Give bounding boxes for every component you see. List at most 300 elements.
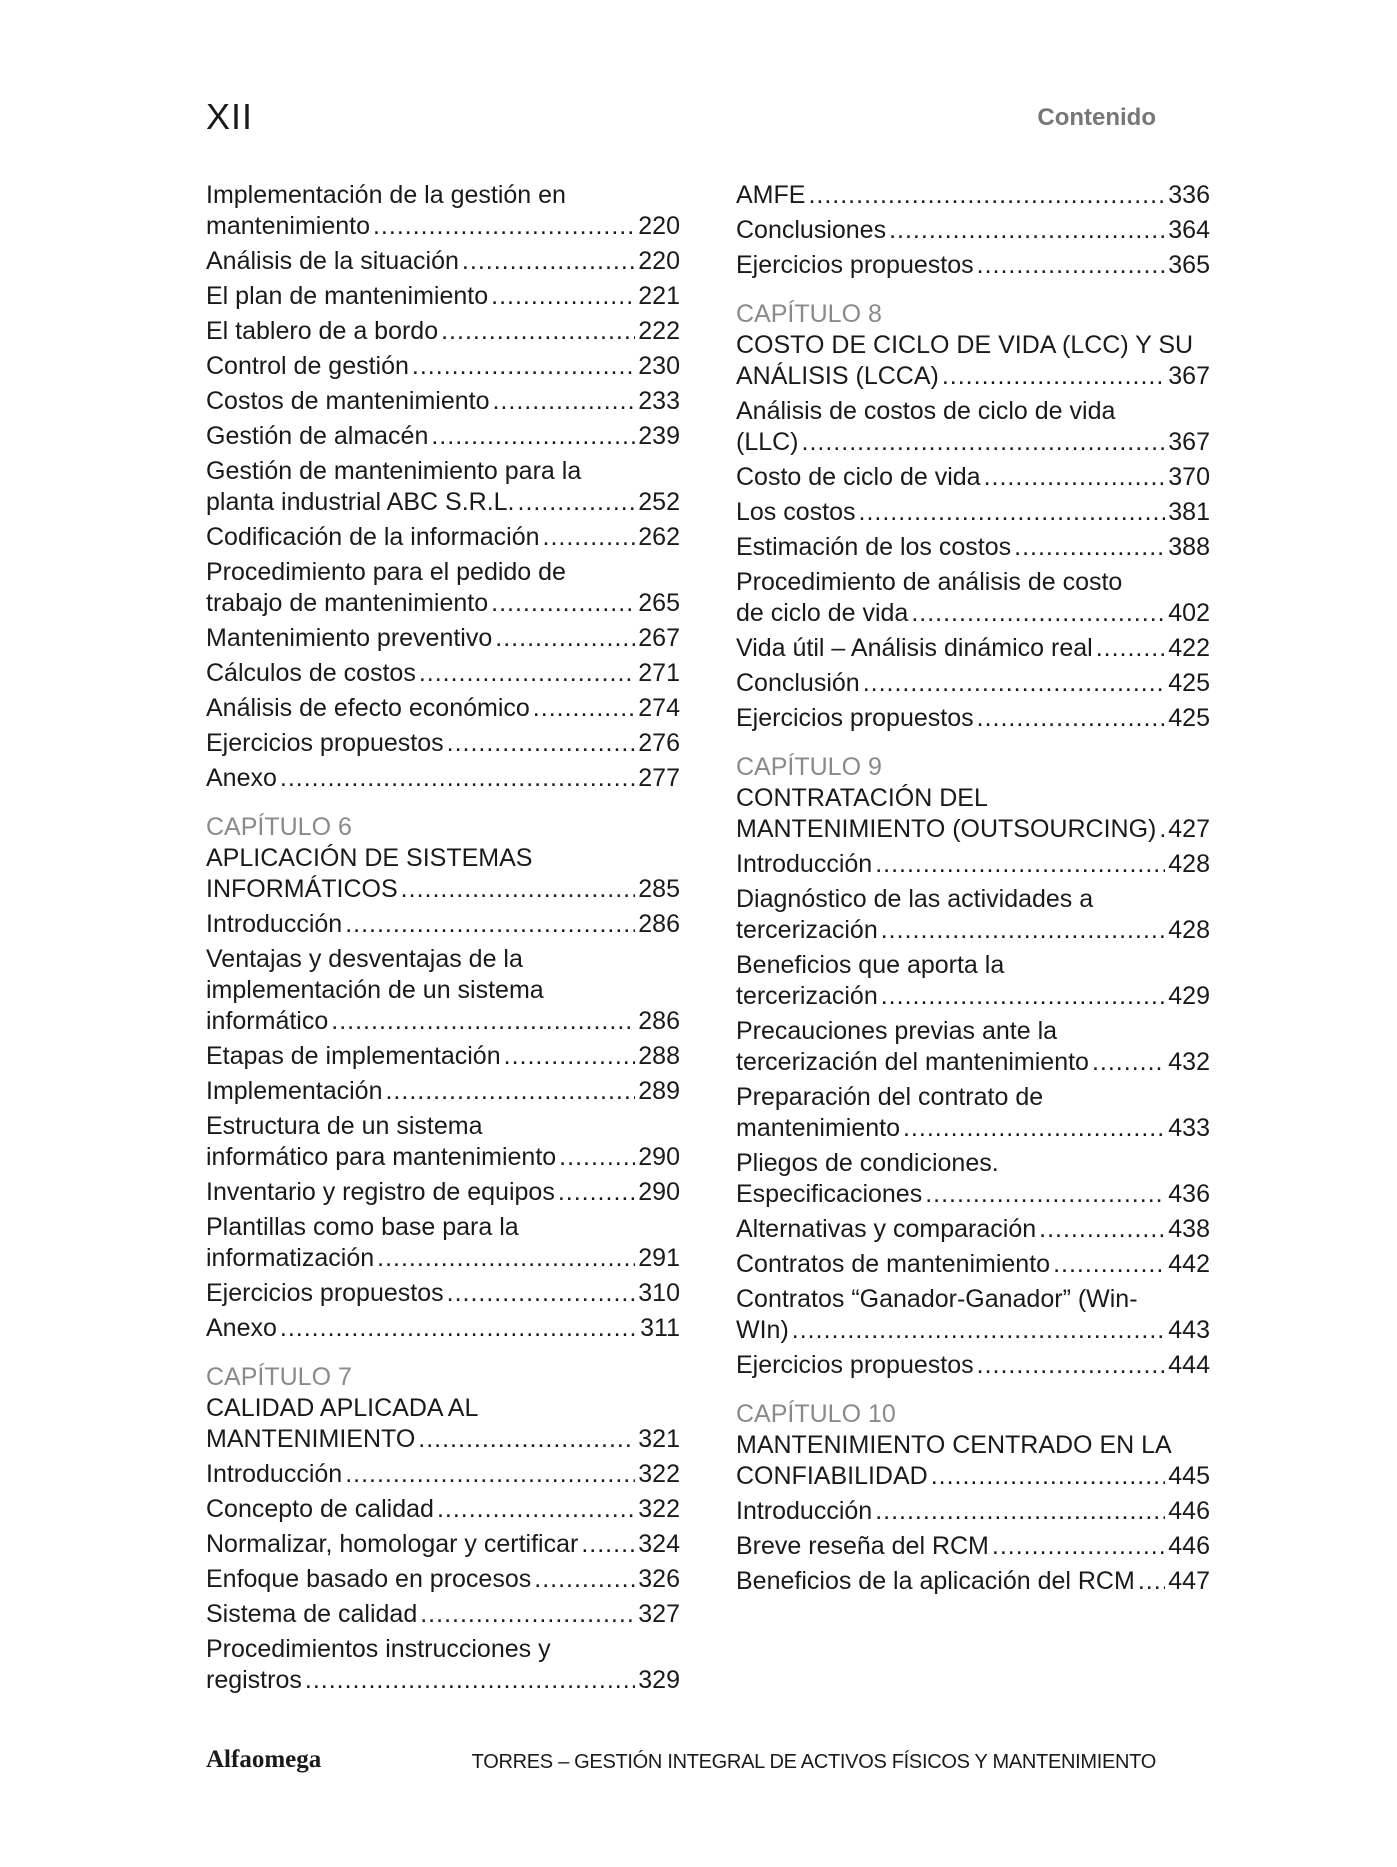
toc-entry xyxy=(736,633,1210,664)
dot-leader xyxy=(925,1179,1165,1210)
toc-entry-row xyxy=(736,250,1210,281)
toc-entry-text: Vida útil – Análisis dinámico real xyxy=(736,634,1093,662)
toc-entry-text: Preparación del contrato de xyxy=(736,1083,1044,1111)
toc-entry-row xyxy=(736,703,1210,734)
toc-chapter xyxy=(736,1399,1210,1492)
toc-entry-text: CONFIABILIDAD xyxy=(736,1462,928,1490)
toc-entry-row xyxy=(736,215,1210,246)
toc-entry-text: mantenimiento xyxy=(736,1114,900,1142)
dot-leader xyxy=(491,281,635,312)
toc-page-number: 364 xyxy=(1168,216,1210,244)
toc-entry-text: Mantenimiento preventivo xyxy=(206,624,493,652)
toc-page-number: 446 xyxy=(1168,1497,1210,1525)
toc-page-number: 447 xyxy=(1168,1567,1210,1595)
toc-entry-text: registros xyxy=(206,1666,302,1694)
toc-entry-text: trabajo de mantenimiento xyxy=(206,589,489,617)
toc-entry-text: Ejercicios propuestos xyxy=(736,251,974,279)
dot-leader xyxy=(931,1461,1166,1492)
toc-entry-text: Ejercicios propuestos xyxy=(206,729,444,757)
dot-leader xyxy=(401,874,636,905)
dot-leader xyxy=(903,1113,1165,1144)
toc-entry-text: Los costos xyxy=(736,498,856,526)
toc-entry-text: WIn) xyxy=(736,1316,789,1344)
toc-page-number: 233 xyxy=(638,387,680,415)
toc-entry-row xyxy=(206,588,680,619)
toc-entry xyxy=(736,1214,1210,1245)
toc-entry-text: Introducción xyxy=(736,1497,873,1525)
toc-page-number: 222 xyxy=(638,317,680,345)
toc-entry xyxy=(206,1076,680,1107)
toc-entry-text: de ciclo de vida xyxy=(736,599,909,627)
toc-entry-text: (LLC) xyxy=(736,428,799,456)
toc-entry xyxy=(206,1494,680,1525)
toc-entry-row xyxy=(206,693,680,724)
toc-page-number: 370 xyxy=(1168,463,1210,491)
toc-entry-row xyxy=(736,633,1210,664)
toc-page-number: 429 xyxy=(1168,982,1210,1010)
toc-entry-text: Normalizar, homologar y certificar xyxy=(206,1530,579,1558)
toc-entry-text: tercerización xyxy=(736,916,878,944)
toc-page-number: 443 xyxy=(1168,1316,1210,1344)
toc-entry xyxy=(206,1529,680,1560)
toc-entry-text: MANTENIMIENTO (OUTSOURCING) xyxy=(736,815,1157,843)
toc-entry-row xyxy=(736,849,1210,880)
toc-entry-text: Introducción xyxy=(206,910,343,938)
toc-page-number: 388 xyxy=(1168,533,1210,561)
toc-entry xyxy=(736,849,1210,880)
toc-page-number: 444 xyxy=(1168,1351,1210,1379)
dot-leader xyxy=(331,1006,635,1037)
chapter-label: CAPÍTULO 10 xyxy=(736,1400,896,1428)
chapter-label: CAPÍTULO 6 xyxy=(206,813,352,841)
toc-page-number: 422 xyxy=(1168,634,1210,662)
toc-page-number: 336 xyxy=(1168,181,1210,209)
toc-entry-text: Anexo xyxy=(206,764,277,792)
toc-page-number: 220 xyxy=(638,247,680,275)
dot-leader xyxy=(492,386,635,417)
toc-entry-text: Contratos “Ganador-Ganador” (Win- xyxy=(736,1285,1138,1313)
toc-entry-text: Control de gestión xyxy=(206,352,409,380)
dot-leader xyxy=(345,1459,635,1490)
toc-entry-text: Conclusión xyxy=(736,669,860,697)
toc-entry-row xyxy=(206,1177,680,1208)
toc-entry xyxy=(206,1278,680,1309)
toc-entry-row xyxy=(206,728,680,759)
toc-entry xyxy=(206,623,680,654)
toc-entry xyxy=(206,281,680,312)
toc-entry-text: CONTRATACIÓN DEL xyxy=(736,784,988,812)
toc-entry-text: Introducción xyxy=(736,850,873,878)
toc-entry xyxy=(736,497,1210,528)
toc-entry-text: Contratos de mantenimiento xyxy=(736,1250,1051,1278)
dot-leader xyxy=(447,1278,636,1309)
toc-entry-row xyxy=(206,1529,680,1560)
toc-page-number: 428 xyxy=(1168,850,1210,878)
toc-entry-row xyxy=(206,1278,680,1309)
toc-entry-text: Implementación xyxy=(206,1077,383,1105)
toc-entry xyxy=(206,1212,680,1274)
toc-chapter xyxy=(736,299,1210,392)
toc-entry-row xyxy=(206,909,680,940)
toc-entry xyxy=(206,421,680,452)
toc-entry-row xyxy=(206,1313,680,1344)
toc-entry-row xyxy=(736,981,1210,1012)
toc-entry-row xyxy=(206,1076,680,1107)
toc-entry-text: El tablero de a bordo xyxy=(206,317,439,345)
toc-page-number: 220 xyxy=(638,212,680,240)
toc-entry-row xyxy=(736,598,1210,629)
dot-leader xyxy=(495,623,635,654)
toc-page-number: 436 xyxy=(1168,1180,1210,1208)
toc-entry xyxy=(206,1564,680,1595)
toc-entry xyxy=(206,180,680,242)
toc-entry-text: Sistema de calidad xyxy=(206,1600,418,1628)
toc-entry xyxy=(206,1111,680,1173)
toc-entry xyxy=(736,250,1210,281)
toc-entry-text: tercerización del mantenimiento xyxy=(736,1048,1089,1076)
toc-page-number: 265 xyxy=(638,589,680,617)
toc-entry xyxy=(736,1249,1210,1280)
toc-entry-row xyxy=(206,351,680,382)
toc-entry-row xyxy=(206,1424,680,1455)
toc-page-number: 428 xyxy=(1168,916,1210,944)
toc-entry-text: Concepto de calidad xyxy=(206,1495,434,1523)
dot-leader xyxy=(385,1076,635,1107)
toc-entry-row xyxy=(736,1214,1210,1245)
dot-leader xyxy=(447,728,636,759)
dot-leader xyxy=(280,763,635,794)
toc-entry xyxy=(206,456,680,518)
toc-entry xyxy=(736,668,1210,699)
toc-entry-row xyxy=(736,1113,1210,1144)
toc-page-number: 324 xyxy=(638,1530,680,1558)
toc-entry xyxy=(736,703,1210,734)
toc-entry-text: Procedimiento de análisis de costo xyxy=(736,568,1123,596)
toc-entry-row xyxy=(206,1142,680,1173)
toc-page-number: 367 xyxy=(1168,428,1210,456)
toc-entry-text: Etapas de implementación xyxy=(206,1042,501,1070)
toc-entry xyxy=(206,1599,680,1630)
toc-entry-row xyxy=(736,180,1210,211)
toc-entry-text: Plantillas como base para la xyxy=(206,1213,519,1241)
toc-entry xyxy=(206,246,680,277)
dot-leader xyxy=(859,497,1166,528)
toc-entry-text: informático para mantenimiento xyxy=(206,1143,557,1171)
toc-entry xyxy=(736,1566,1210,1597)
toc-entry xyxy=(206,386,680,417)
toc-entry-row xyxy=(736,462,1210,493)
dot-leader xyxy=(792,1315,1166,1346)
toc-entry-row xyxy=(736,1566,1210,1597)
toc-page-number: 425 xyxy=(1168,669,1210,697)
toc-page-number: 252 xyxy=(638,488,680,516)
toc-entry-text: mantenimiento xyxy=(206,212,370,240)
toc-entry-text: Pliegos de condiciones. xyxy=(736,1149,999,1177)
toc-entry-text: Ventajas y desventajas de la xyxy=(206,945,523,973)
toc-entry-text: Ejercicios propuestos xyxy=(736,704,974,732)
dot-leader xyxy=(802,427,1166,458)
toc-entry-text: ANÁLISIS (LCCA) xyxy=(736,362,939,390)
toc-entry-row xyxy=(206,1041,680,1072)
toc-entry-row xyxy=(206,1243,680,1274)
dot-leader xyxy=(875,849,1165,880)
dot-leader xyxy=(911,598,1165,629)
toc-entry-text: Cálculos de costos xyxy=(206,659,416,687)
dot-leader xyxy=(462,246,635,277)
toc-chapter xyxy=(206,1362,680,1455)
toc-page-number: 365 xyxy=(1168,251,1210,279)
toc-entry-text: APLICACIÓN DE SISTEMAS xyxy=(206,844,533,872)
dot-leader xyxy=(875,1496,1165,1527)
toc-entry xyxy=(206,658,680,689)
toc-entry xyxy=(206,693,680,724)
toc-entry-row xyxy=(736,814,1210,845)
toc-page-number: 438 xyxy=(1168,1215,1210,1243)
toc-entry-text: implementación de un sistema xyxy=(206,976,544,1004)
dot-leader xyxy=(491,588,635,619)
toc-page-number: 381 xyxy=(1168,498,1210,526)
dot-leader xyxy=(345,909,635,940)
toc-entry-text: CALIDAD APLICADA AL xyxy=(206,1394,479,1422)
dot-leader xyxy=(534,1564,635,1595)
dot-leader xyxy=(889,215,1165,246)
dot-leader xyxy=(504,1041,636,1072)
toc-page-number: 289 xyxy=(638,1077,680,1105)
dot-leader xyxy=(373,211,635,242)
toc-page-number: 442 xyxy=(1168,1250,1210,1278)
toc-entry xyxy=(736,1082,1210,1144)
dot-leader xyxy=(1014,532,1165,563)
toc-entry-text: Beneficios que aporta la xyxy=(736,951,1005,979)
page-number: XII xyxy=(206,96,254,137)
toc-entry-text: Conclusiones xyxy=(736,216,887,244)
toc-page-number: 432 xyxy=(1168,1048,1210,1076)
dot-leader xyxy=(977,1350,1166,1381)
toc-entry-row xyxy=(206,1665,680,1696)
toc-page-number: 230 xyxy=(638,352,680,380)
dot-leader xyxy=(992,1531,1165,1562)
toc-entry-row xyxy=(736,532,1210,563)
dot-leader xyxy=(1096,633,1166,664)
toc-page-number: 285 xyxy=(638,875,680,903)
toc-entry-text: Estructura de un sistema xyxy=(206,1112,483,1140)
toc-page-number: 402 xyxy=(1168,599,1210,627)
toc-entry xyxy=(736,884,1210,946)
toc-entry xyxy=(206,1634,680,1696)
toc-entry-row xyxy=(736,668,1210,699)
toc-page-number: 425 xyxy=(1168,704,1210,732)
dot-leader xyxy=(418,1424,635,1455)
toc-page-number: 329 xyxy=(638,1666,680,1694)
toc-entry-row xyxy=(736,361,1210,392)
toc-entry-row xyxy=(206,316,680,347)
toc-entry-text: Diagnóstico de las actividades a xyxy=(736,885,1094,913)
toc-entry-row xyxy=(736,497,1210,528)
toc-entry-row xyxy=(736,1350,1210,1381)
toc-page-number: 262 xyxy=(638,523,680,551)
toc-entry-text: MANTENIMIENTO xyxy=(206,1425,416,1453)
dot-leader xyxy=(437,1494,635,1525)
toc-entry-text: COSTO DE CICLO DE VIDA (LCC) Y SU xyxy=(736,331,1194,359)
toc-entry xyxy=(206,522,680,553)
toc-entry-text: informático xyxy=(206,1007,329,1035)
toc-page-number: 286 xyxy=(638,910,680,938)
toc-entry xyxy=(206,557,680,619)
dot-leader xyxy=(1053,1249,1165,1280)
toc-entry-row xyxy=(206,246,680,277)
toc-entry-row xyxy=(206,386,680,417)
toc-entry-row xyxy=(206,1494,680,1525)
toc-entry xyxy=(736,1016,1210,1078)
toc-page-number: 446 xyxy=(1168,1532,1210,1560)
toc-entry xyxy=(206,763,680,794)
dot-leader xyxy=(581,1529,635,1560)
chapter-label: CAPÍTULO 7 xyxy=(206,1363,352,1391)
toc-entry-row xyxy=(736,1179,1210,1210)
dot-leader xyxy=(431,421,635,452)
toc-entry-text: INFORMÁTICOS xyxy=(206,875,398,903)
toc-entry-row xyxy=(736,1315,1210,1346)
dot-leader xyxy=(305,1665,635,1696)
toc-entry-row xyxy=(206,211,680,242)
dot-leader xyxy=(881,981,1166,1012)
toc-entry-text: Gestión de mantenimiento para la xyxy=(206,457,582,485)
toc-entry-row xyxy=(206,623,680,654)
dot-leader xyxy=(518,487,636,518)
toc-entry-row xyxy=(736,1047,1210,1078)
toc-entry xyxy=(736,532,1210,563)
toc-entry xyxy=(736,396,1210,458)
toc-chapter xyxy=(206,812,680,905)
toc-page-number: 311 xyxy=(640,1314,680,1342)
toc-page-number: 445 xyxy=(1168,1462,1210,1490)
toc-entry-text: Breve reseña del RCM xyxy=(736,1532,989,1560)
toc-page-number: 239 xyxy=(638,422,680,450)
toc-entry-text: Beneficios de la aplicación del RCM xyxy=(736,1567,1135,1595)
toc-entry-text: Costo de ciclo de vida xyxy=(736,463,981,491)
toc-entry-row xyxy=(736,1496,1210,1527)
toc-entry-row xyxy=(206,522,680,553)
dot-leader xyxy=(1138,1566,1165,1597)
toc-entry-text: Especificaciones xyxy=(736,1180,923,1208)
toc-page-number: 267 xyxy=(638,624,680,652)
toc-page-number: 271 xyxy=(638,659,680,687)
toc-page-number: 221 xyxy=(638,282,680,310)
dot-leader xyxy=(1039,1214,1165,1245)
toc-entry-text: Estimación de los costos xyxy=(736,533,1012,561)
dot-leader xyxy=(881,915,1166,946)
toc-entry-row xyxy=(206,763,680,794)
toc-page-number: 326 xyxy=(638,1565,680,1593)
toc-entry-text: Anexo xyxy=(206,1314,277,1342)
toc-entry-text: Enfoque basado en procesos xyxy=(206,1565,532,1593)
toc-entry xyxy=(206,1459,680,1490)
toc-entry-text: tercerización xyxy=(736,982,878,1010)
toc-page-number: 274 xyxy=(638,694,680,722)
toc-entry xyxy=(736,462,1210,493)
toc-entry xyxy=(206,1041,680,1072)
toc-entry-row xyxy=(206,1564,680,1595)
toc-entry-row xyxy=(206,1006,680,1037)
toc-entry-text: Análisis de efecto económico xyxy=(206,694,530,722)
toc-entry-row xyxy=(736,915,1210,946)
toc-page-number: 327 xyxy=(638,1600,680,1628)
dot-leader xyxy=(420,1599,635,1630)
dot-leader xyxy=(977,703,1166,734)
toc-entry-row xyxy=(736,1461,1210,1492)
dot-leader xyxy=(412,351,635,382)
toc-entry xyxy=(736,1284,1210,1346)
toc-entry xyxy=(736,1531,1210,1562)
toc-entry-row xyxy=(206,1599,680,1630)
toc-page-number: 322 xyxy=(638,1495,680,1523)
toc-entry-text: El plan de mantenimiento xyxy=(206,282,489,310)
toc-entry-row xyxy=(206,874,680,905)
toc-entry-text: Ejercicios propuestos xyxy=(736,1351,974,1379)
toc-entry-text: Análisis de la situación xyxy=(206,247,459,275)
toc-entry-row xyxy=(206,1459,680,1490)
toc-entry-text: informatización xyxy=(206,1244,375,1272)
toc-page-number: 433 xyxy=(1168,1114,1210,1142)
dot-leader xyxy=(558,1177,635,1208)
toc-entry-text: planta industrial ABC S.R.L. xyxy=(206,488,515,516)
toc-entry xyxy=(206,351,680,382)
toc-page-number: 286 xyxy=(638,1007,680,1035)
toc-left-column xyxy=(206,180,680,1700)
toc-page-number: 288 xyxy=(638,1042,680,1070)
toc-entry xyxy=(206,1177,680,1208)
toc-entry-text: Codificación de la información xyxy=(206,523,540,551)
toc-entry xyxy=(736,1148,1210,1210)
toc-entry-text: Ejercicios propuestos xyxy=(206,1279,444,1307)
chapter-label: CAPÍTULO 8 xyxy=(736,300,882,328)
toc-entry-text: AMFE xyxy=(736,181,806,209)
toc-entry-text: Inventario y registro de equipos xyxy=(206,1178,555,1206)
toc-entry-row xyxy=(206,421,680,452)
toc-entry xyxy=(736,950,1210,1012)
dot-leader xyxy=(1159,814,1165,845)
toc-chapter xyxy=(736,752,1210,845)
footer-publisher: Alfaomega xyxy=(206,1746,322,1773)
dot-leader xyxy=(984,462,1166,493)
toc-entry xyxy=(736,215,1210,246)
toc-entry-text: Análisis de costos de ciclo de vida xyxy=(736,397,1116,425)
toc-entry-text: Costos de mantenimiento xyxy=(206,387,490,415)
toc-entry xyxy=(736,567,1210,629)
dot-leader xyxy=(280,1313,637,1344)
toc-page-number: 427 xyxy=(1168,815,1210,843)
toc-entry-text: Implementación de la gestión en xyxy=(206,181,566,209)
toc-entry-row xyxy=(206,487,680,518)
toc-entry-text: Procedimiento para el pedido de xyxy=(206,558,566,586)
chapter-label: CAPÍTULO 9 xyxy=(736,753,882,781)
toc-entry xyxy=(736,180,1210,211)
toc-page-number: 321 xyxy=(638,1425,680,1453)
toc-page-number: 290 xyxy=(638,1143,680,1171)
toc-entry-row xyxy=(736,1531,1210,1562)
dot-leader xyxy=(977,250,1166,281)
dot-leader xyxy=(543,522,636,553)
toc-entry-text: Procedimientos instrucciones y xyxy=(206,1635,551,1663)
toc-entry-row xyxy=(736,427,1210,458)
toc-page-number: 322 xyxy=(638,1460,680,1488)
toc-entry xyxy=(206,316,680,347)
toc-entry-text: MANTENIMIENTO CENTRADO EN LA xyxy=(736,1431,1172,1459)
toc-entry-text: Precauciones previas ante la xyxy=(736,1017,1058,1045)
toc-entry xyxy=(206,1313,680,1344)
toc-entry-text: Introducción xyxy=(206,1460,343,1488)
toc-page-number: 277 xyxy=(638,764,680,792)
